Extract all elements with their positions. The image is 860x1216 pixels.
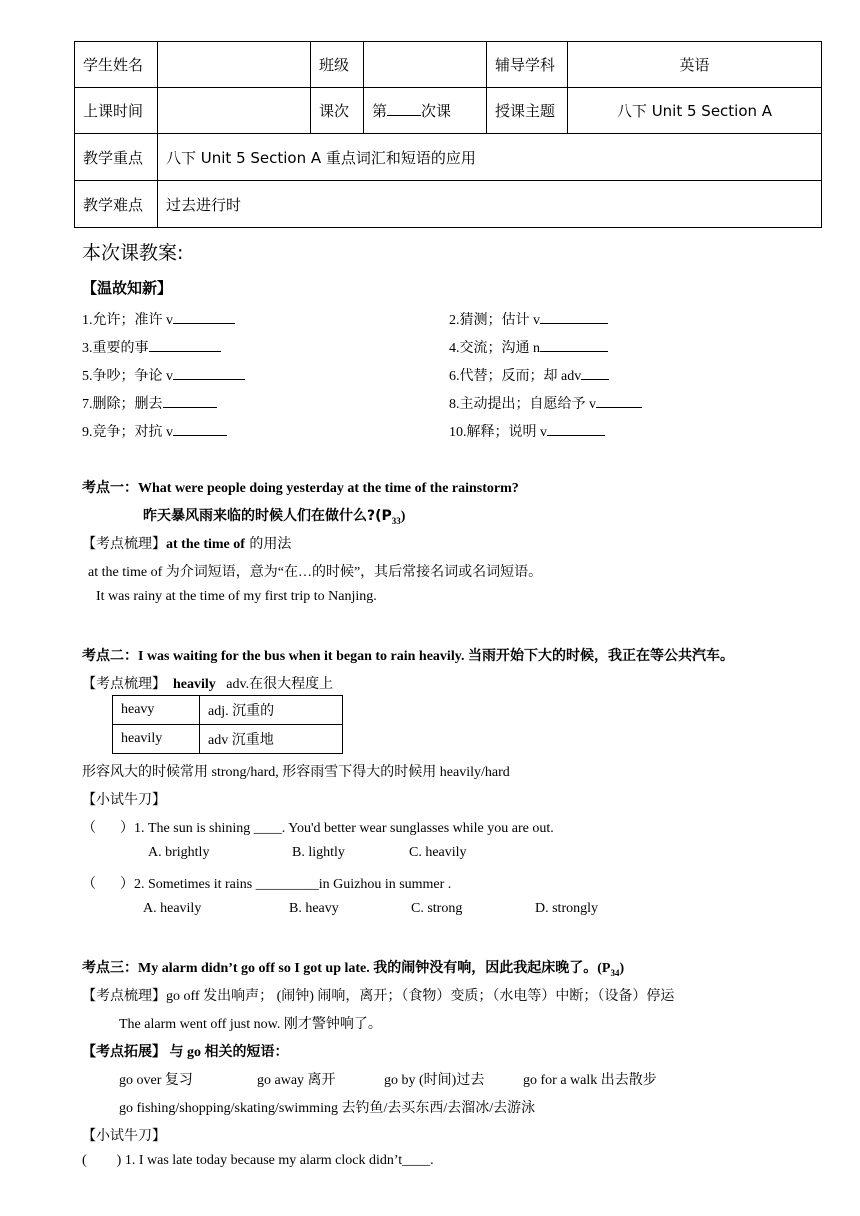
point3-practice-title: 【小试牛刀】 <box>82 1128 166 1144</box>
answer-blank[interactable] <box>540 337 608 352</box>
answer-blank[interactable] <box>173 365 245 380</box>
point1-note: 【考点梳理】at the time of 的用法 <box>82 536 292 552</box>
session-label: 课次 <box>311 88 364 134</box>
session-blank[interactable] <box>387 103 421 116</box>
option[interactable]: B. lightly <box>292 845 345 860</box>
subject-label: 辅导学科 <box>487 42 568 88</box>
table-row: heavily adv 沉重地 <box>113 725 343 754</box>
point2-question-1: （ ）1. The sun is shining ____. You'd better wear sunglasses while you are out. <box>82 821 554 836</box>
vocab-item-1: 1.允许；准许 v <box>82 309 235 329</box>
answer-blank[interactable] <box>547 421 605 436</box>
point1-explain: at the time of 为介词短语，意为“在…的时候”，其后常接名词或名词短语。 <box>88 565 543 580</box>
subject-value: 英语 <box>568 42 822 88</box>
phrase-go-by: go by (时间)过去 <box>384 1073 485 1088</box>
topic-value: 八下 Unit 5 Section A <box>568 88 822 134</box>
answer-blank[interactable] <box>540 309 608 324</box>
option[interactable]: B. heavy <box>289 901 339 916</box>
point3-extension: 【考点拓展】 与 go 相关的短语： <box>82 1044 289 1060</box>
student-name-value[interactable] <box>158 42 311 88</box>
phrase-go-for-a-walk: go for a walk 出去散步 <box>523 1073 657 1088</box>
answer-blank[interactable] <box>581 365 609 380</box>
point1-example: It was rainy at the time of my first trip to Nanjing. <box>96 589 377 604</box>
option[interactable]: A. brightly <box>148 845 210 860</box>
point2-heading: 考点二：I was waiting for the bus when it began to rain heavily. 当雨开始下大的时候，我正在等公共汽车。 <box>82 648 734 664</box>
lesson-plan-title: 本次课教案: <box>82 242 184 264</box>
point3-question-1: ( ) 1. I was late today because my alarm clock didn’t____. <box>82 1153 434 1168</box>
answer-blank[interactable] <box>163 393 217 408</box>
class-time-value[interactable] <box>158 88 311 134</box>
student-name-label: 学生姓名 <box>75 42 158 88</box>
table-row: heavy adj. 沉重的 <box>113 696 343 725</box>
class-time-label: 上课时间 <box>75 88 158 134</box>
difficulty-value: 过去进行时 <box>158 181 822 228</box>
answer-blank[interactable] <box>173 421 227 436</box>
vocab-item-4: 4.交流；沟通 n <box>449 337 608 357</box>
vocab-item-10: 10.解释；说明 v <box>449 421 605 441</box>
point2-note: 【考点梳理】 heavily adv.在很大程度上 <box>82 676 334 692</box>
difficulty-label: 教学难点 <box>75 181 158 228</box>
vocab-item-2: 2.猜测；估计 v <box>449 309 608 329</box>
point3-heading: 考点三：My alarm didn’t go off so I got up late. 我的闹钟没有响，因此我起床晚了。$(P_{34})$ <box>82 960 625 978</box>
option[interactable]: C. strong <box>411 901 463 916</box>
point2-practice-title: 【小试牛刀】 <box>82 792 166 808</box>
class-value[interactable] <box>364 42 487 88</box>
vocab-item-7: 7.删除；删去 <box>82 393 217 413</box>
vocab-item-6: 6.代替；反而；却 adv <box>449 365 609 385</box>
vocab-item-3: 3.重要的事 <box>82 337 221 357</box>
point2-usage: 形容风大的时候常用 strong/hard, 形容雨雪下得大的时候用 heavily/hard <box>82 765 510 780</box>
answer-blank[interactable] <box>596 393 642 408</box>
lesson-info-table <box>74 41 822 228</box>
answer-blank[interactable] <box>149 337 221 352</box>
heavy-heavily-table <box>112 695 343 754</box>
point1-translation: 昨天暴风雨来临的时候人们在做什么$?(P_{33})$ <box>143 508 406 526</box>
point3-note: 【考点梳理】go off 发出响声； (闹钟) 闹响，离开；（食物）变质；（水电等）中断；（设备）停运 <box>82 988 675 1004</box>
point1-heading: 考点一：What were people doing yesterday at the time of the rainstorm? <box>82 480 519 496</box>
vocab-item-5: 5.争吵；争论 v <box>82 365 245 385</box>
phrase-go-away: go away 离开 <box>257 1073 336 1088</box>
phrase-go-over: go over 复习 <box>119 1073 193 1088</box>
topic-label: 授课主题 <box>487 88 568 134</box>
option[interactable]: D. strongly <box>535 901 598 916</box>
class-label: 班级 <box>311 42 364 88</box>
vocab-item-9: 9.竞争；对抗 v <box>82 421 227 441</box>
key-point-label: 教学重点 <box>75 134 158 181</box>
point2-question-2: （ ）2. Sometimes it rains _________in Guizhou in summer . <box>82 877 452 892</box>
point3-example: The alarm went off just now. 刚才警钟响了。 <box>119 1017 382 1032</box>
vocab-item-8: 8.主动提出；自愿给予 v <box>449 393 642 413</box>
answer-blank[interactable] <box>173 309 235 324</box>
review-title: 【温故知新】 <box>82 279 173 297</box>
session-value[interactable]: 第 次课 <box>364 88 487 134</box>
option[interactable]: C. heavily <box>409 845 467 860</box>
option[interactable]: A. heavily <box>143 901 202 916</box>
phrase-go-doing: go fishing/shopping/skating/swimming 去钓鱼/去买东西/去溜冰/去游泳 <box>119 1101 536 1116</box>
key-point-value: 八下 Unit 5 Section A 重点词汇和短语的应用 <box>158 134 822 181</box>
